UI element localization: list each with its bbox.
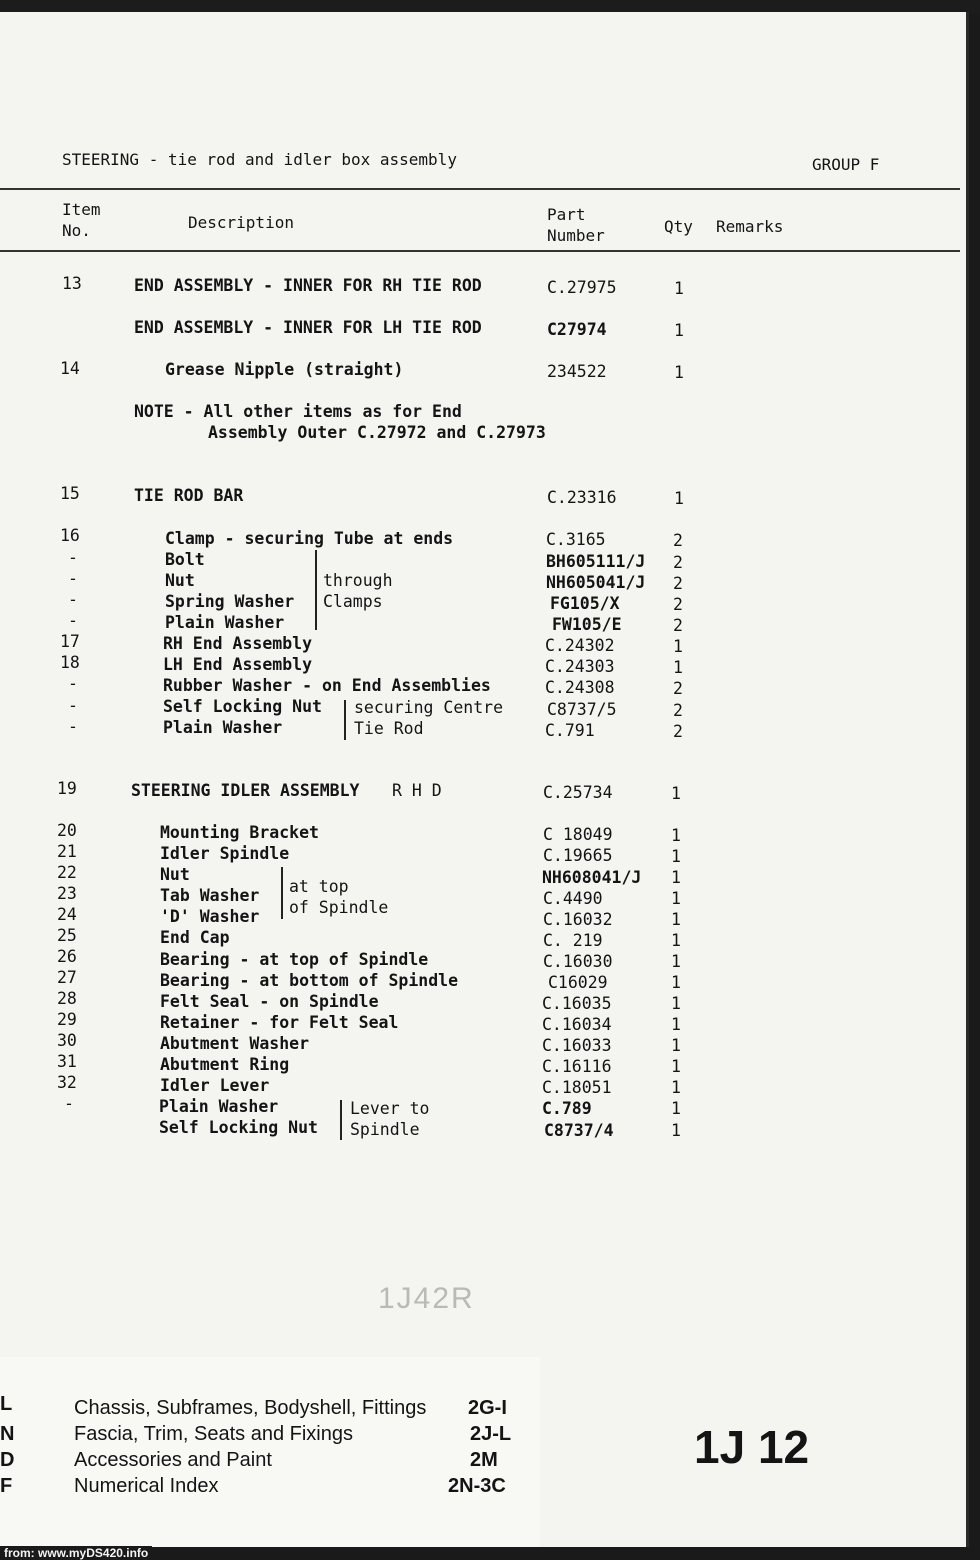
qty: 1 <box>671 973 681 992</box>
source-watermark: from: www.myDS420.info <box>0 1546 152 1560</box>
item-no: - <box>68 611 78 630</box>
item-description: RH End Assembly <box>163 634 313 653</box>
part-number: NH608041/J <box>542 868 642 887</box>
item-no: - <box>68 696 78 715</box>
item-no: - <box>68 674 78 693</box>
item-description: Retainer - for Felt Seal <box>160 1013 399 1032</box>
item-no: 20 <box>57 821 77 840</box>
qty: 2 <box>673 531 683 550</box>
bracket-note: securing Centre <box>354 698 504 717</box>
item-no: 31 <box>57 1052 77 1071</box>
qty: 1 <box>671 1099 681 1118</box>
item-description: TIE ROD BAR <box>134 486 244 505</box>
bracket-note: of Spindle <box>289 898 389 917</box>
part-number: C.16035 <box>542 994 612 1013</box>
item-no: 23 <box>57 884 77 903</box>
item-no: 19 <box>57 779 77 798</box>
part-number: C.27975 <box>547 278 617 297</box>
index-label: Accessories and Paint <box>74 1449 272 1471</box>
qty: 2 <box>673 722 683 741</box>
col-item-no-heading: No. <box>62 221 91 240</box>
index-code: 2G-I <box>468 1397 507 1419</box>
qty: 1 <box>671 1078 681 1097</box>
bracket-note: at top <box>289 877 349 896</box>
qty: 1 <box>671 931 681 950</box>
col-remarks-heading: Remarks <box>716 217 784 236</box>
item-description: END ASSEMBLY - INNER FOR LH TIE ROD <box>134 318 482 337</box>
page-title: STEERING - tie rod and idler box assembly <box>62 150 457 169</box>
item-no: - <box>68 717 78 736</box>
index-label: Fascia, Trim, Seats and Fixings <box>74 1423 353 1445</box>
item-no: 15 <box>60 484 80 503</box>
bracket-note: Spindle <box>350 1120 420 1139</box>
bracket-line <box>281 867 283 919</box>
note-line-1: NOTE - All other items as for End <box>134 402 462 421</box>
item-description: Idler Lever <box>160 1076 270 1095</box>
item-description: Nut <box>160 865 190 884</box>
qty: 1 <box>673 658 683 677</box>
part-number: FG105/X <box>550 594 620 613</box>
part-number: C.24308 <box>545 678 615 697</box>
part-number: C16029 <box>548 973 608 992</box>
part-number: C.791 <box>545 721 595 740</box>
item-description: LH End Assembly <box>163 655 313 674</box>
qty: 2 <box>673 616 683 635</box>
item-description: Mounting Bracket <box>160 823 319 842</box>
qty: 1 <box>671 847 681 866</box>
part-number: 234522 <box>547 362 607 381</box>
bracket-note: through <box>323 571 393 590</box>
qty: 2 <box>673 679 683 698</box>
index-letter: N <box>0 1423 15 1445</box>
index-letter: D <box>0 1449 15 1471</box>
index-letter: F <box>0 1475 13 1497</box>
col-part-heading: Part <box>547 205 586 224</box>
item-description: Plain Washer <box>163 718 283 737</box>
bracket-line <box>315 550 317 630</box>
qty: 1 <box>674 279 684 298</box>
item-description: Felt Seal - on Spindle <box>160 992 379 1011</box>
parts-catalogue-page <box>0 12 969 1547</box>
item-description: Self Locking Nut <box>159 1118 318 1137</box>
col-qty-heading: Qty <box>664 217 693 236</box>
item-no: 22 <box>57 863 77 882</box>
item-no: 30 <box>57 1031 77 1050</box>
col-part-number-heading: Number <box>547 226 605 245</box>
item-description: Bearing - at top of Spindle <box>160 950 429 969</box>
item-no: 29 <box>57 1010 77 1029</box>
item-no: - <box>68 548 78 567</box>
bracket-note: Lever to <box>350 1099 430 1118</box>
part-number: C.19665 <box>543 846 613 865</box>
item-description: Rubber Washer - on End Assemblies <box>163 676 491 695</box>
item-description: END ASSEMBLY - INNER FOR RH TIE ROD <box>134 276 482 295</box>
item-no: 32 <box>57 1073 77 1092</box>
item-description: Grease Nipple (straight) <box>165 360 404 379</box>
note-line-2: Assembly Outer C.27972 and C.27973 <box>208 423 546 442</box>
group-label: GROUP F <box>812 155 880 174</box>
qty: 1 <box>671 889 681 908</box>
part-number: C.18051 <box>542 1078 612 1097</box>
item-no: 16 <box>60 526 80 545</box>
qty: 1 <box>674 489 684 508</box>
qty: 1 <box>674 321 684 340</box>
item-no: 26 <box>57 947 77 966</box>
part-number: FW105/E <box>552 615 622 634</box>
col-description-heading: Description <box>188 213 294 232</box>
bracket-note: Tie Rod <box>354 719 424 738</box>
index-label: Chassis, Subframes, Bodyshell, Fittings <box>74 1397 427 1419</box>
item-description: End Cap <box>160 928 230 947</box>
footer-index-panel <box>0 1357 540 1547</box>
part-number: C.16030 <box>543 952 613 971</box>
header-bottom-rule <box>0 250 960 252</box>
part-number: C.16034 <box>542 1015 612 1034</box>
item-description: Bolt <box>165 550 205 569</box>
qty: 2 <box>673 553 683 572</box>
item-no: 24 <box>57 905 77 924</box>
index-letter: L <box>0 1393 13 1415</box>
part-number: NH605041/J <box>546 573 646 592</box>
index-code: 2M <box>470 1449 498 1471</box>
bracket-note: Clamps <box>323 592 383 611</box>
qty: 1 <box>673 637 683 656</box>
part-number: BH605111/J <box>546 552 646 571</box>
part-number: C8737/5 <box>547 700 617 719</box>
item-no: 21 <box>57 842 77 861</box>
qty: 1 <box>671 826 681 845</box>
item-no: - <box>68 569 78 588</box>
qty: 1 <box>674 363 684 382</box>
item-description: STEERING IDLER ASSEMBLY <box>131 781 360 800</box>
qty: 2 <box>673 595 683 614</box>
qty: 1 <box>671 952 681 971</box>
header-top-rule <box>0 188 960 190</box>
bracket-line <box>340 1100 342 1140</box>
item-description: Abutment Ring <box>160 1055 290 1074</box>
part-number: C.16116 <box>542 1057 612 1076</box>
part-number: C.24302 <box>545 636 615 655</box>
item-description: Bearing - at bottom of Spindle <box>160 971 459 990</box>
qty: 1 <box>671 1121 681 1140</box>
item-description: Nut <box>165 571 195 590</box>
part-number: C27974 <box>547 320 607 339</box>
index-label: Numerical Index <box>74 1475 219 1497</box>
item-no: 28 <box>57 989 77 1008</box>
item-description: 'D' Washer <box>160 907 260 926</box>
item-description: Plain Washer <box>165 613 285 632</box>
item-no: 13 <box>62 274 82 293</box>
bracket-line <box>344 700 346 740</box>
item-description: Clamp - securing Tube at ends <box>165 529 454 548</box>
col-item-heading: Item <box>62 200 101 219</box>
qty: 1 <box>671 784 681 803</box>
part-number: C.25734 <box>543 783 613 802</box>
item-no: - <box>64 1094 74 1113</box>
page-number: 1J 12 <box>694 1421 810 1473</box>
handwritten-stamp: 1J42R <box>378 1282 475 1315</box>
index-code: 2J-L <box>470 1423 512 1445</box>
item-no: 18 <box>60 653 80 672</box>
qty: 1 <box>671 1057 681 1076</box>
item-description: Tab Washer <box>160 886 260 905</box>
qty: 1 <box>671 1036 681 1055</box>
item-no: 25 <box>57 926 77 945</box>
item-no: 17 <box>60 632 80 651</box>
part-number: C.4490 <box>543 889 603 908</box>
part-number: C.23316 <box>547 488 617 507</box>
item-description: Spring Washer <box>165 592 295 611</box>
qty: 1 <box>671 994 681 1013</box>
qty: 1 <box>671 1015 681 1034</box>
item-description: Abutment Washer <box>160 1034 310 1053</box>
qty: 1 <box>671 910 681 929</box>
item-description-suffix: R H D <box>392 781 442 800</box>
part-number: C 18049 <box>543 825 613 844</box>
item-no: - <box>68 590 78 609</box>
item-no: 27 <box>57 968 77 987</box>
item-description: Plain Washer <box>159 1097 279 1116</box>
item-description: Idler Spindle <box>160 844 290 863</box>
qty: 1 <box>671 868 681 887</box>
qty: 2 <box>673 574 683 593</box>
index-code: 2N-3C <box>448 1475 506 1497</box>
qty: 2 <box>673 701 683 720</box>
part-number: C.789 <box>542 1099 592 1118</box>
part-number: C.3165 <box>546 530 606 549</box>
item-no: 14 <box>60 359 80 378</box>
part-number: C. 219 <box>543 931 603 950</box>
part-number: C8737/4 <box>544 1121 614 1140</box>
part-number: C.16032 <box>543 910 613 929</box>
part-number: C.16033 <box>542 1036 612 1055</box>
item-description: Self Locking Nut <box>163 697 322 716</box>
part-number: C.24303 <box>545 657 615 676</box>
